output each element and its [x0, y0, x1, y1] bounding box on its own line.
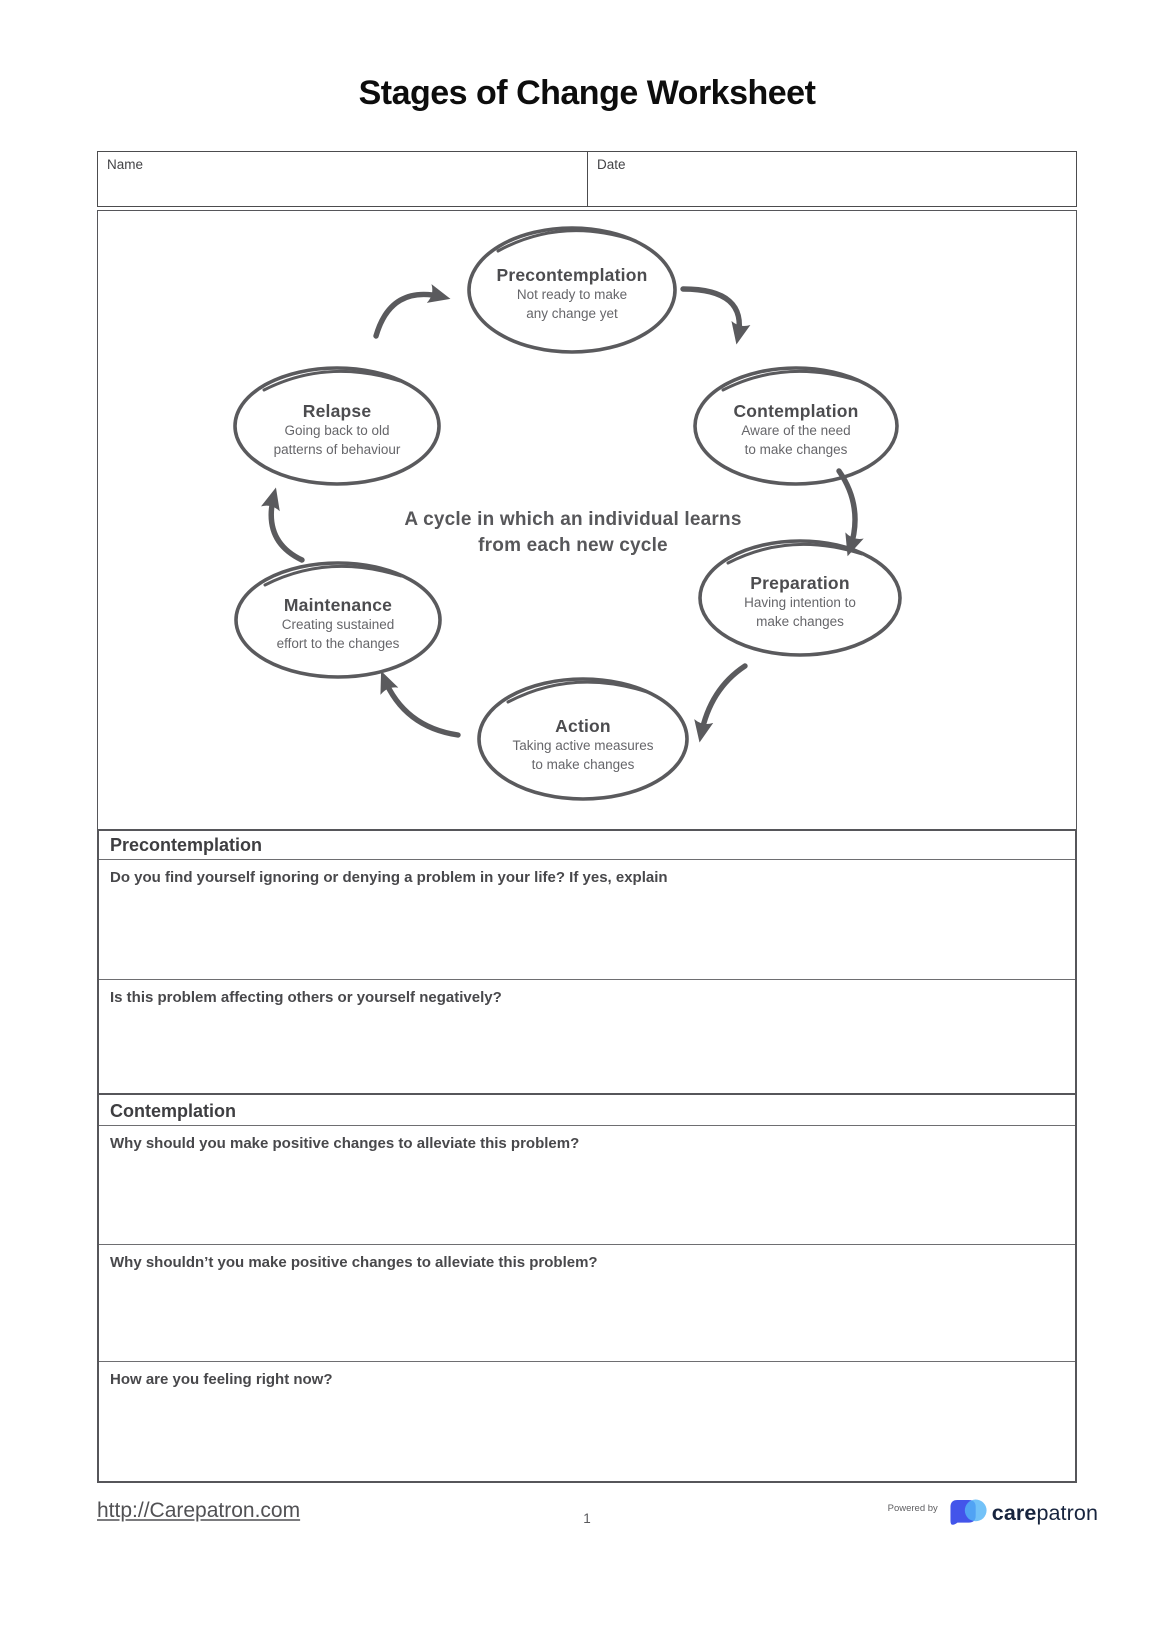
answer-area[interactable]	[99, 979, 1075, 1093]
question-label: How are you feeling right now?	[110, 1371, 333, 1388]
stage-contemplation: Contemplation Aware of the need to make changes	[733, 401, 859, 457]
arrow-action-to-maintenance	[384, 678, 458, 735]
stage-preparation: Preparation Having intention to make changes	[744, 573, 856, 629]
question-label: Is this problem affecting others or yourself negatively?	[110, 989, 502, 1006]
cycle-caption: A cycle in which an individual learns from each new cycle	[404, 509, 742, 556]
stage-precontemplation: Precontemplation Not ready to make any change yet	[496, 265, 648, 321]
stage-action: Action Taking active measures to make changes	[512, 716, 654, 772]
powered-by-label: Powered by	[887, 1502, 938, 1514]
arrow-precontemplation-to-contemplation	[683, 289, 739, 337]
question-label: Why shouldn’t you make positive changes to alleviate this problem?	[110, 1254, 598, 1271]
stage-maintenance: Maintenance Creating sustained effort to the changes	[276, 595, 400, 651]
carepatron-logo-icon	[947, 1496, 987, 1530]
worksheet-sections	[97, 829, 1077, 1483]
date-label: Date	[597, 157, 626, 172]
question-label: Do you find yourself ignoring or denying a problem in your life? If yes, explain	[110, 869, 668, 886]
page-title: Stages of Change Worksheet	[358, 74, 816, 112]
answer-area[interactable]	[99, 1126, 1075, 1244]
answer-area[interactable]	[99, 860, 1075, 979]
stage-relapse: Relapse Going back to old patterns of behaviour	[273, 401, 401, 457]
page-number: 1	[583, 1511, 591, 1526]
question-label: Why should you make positive changes to alleviate this problem?	[110, 1135, 580, 1152]
name-label: Name	[107, 157, 144, 172]
answer-area[interactable]	[99, 1244, 1075, 1361]
powered-by-block	[888, 1496, 1098, 1530]
section-header-precontemplation: Precontemplation	[99, 829, 1075, 860]
carepatron-wordmark: carepatron	[991, 1500, 1098, 1525]
answer-area[interactable]	[99, 1361, 1075, 1481]
name-date-table	[97, 151, 1077, 207]
section-header-contemplation: Contemplation	[99, 1093, 1075, 1126]
name-field[interactable]	[98, 152, 588, 206]
arrow-preparation-to-action	[701, 666, 745, 735]
date-field[interactable]	[588, 152, 1076, 206]
arrow-relapse-to-precontemplation	[376, 294, 443, 336]
carepatron-link[interactable]: http://Carepatron.com	[97, 1499, 301, 1522]
stages-of-change-diagram	[97, 210, 1077, 829]
